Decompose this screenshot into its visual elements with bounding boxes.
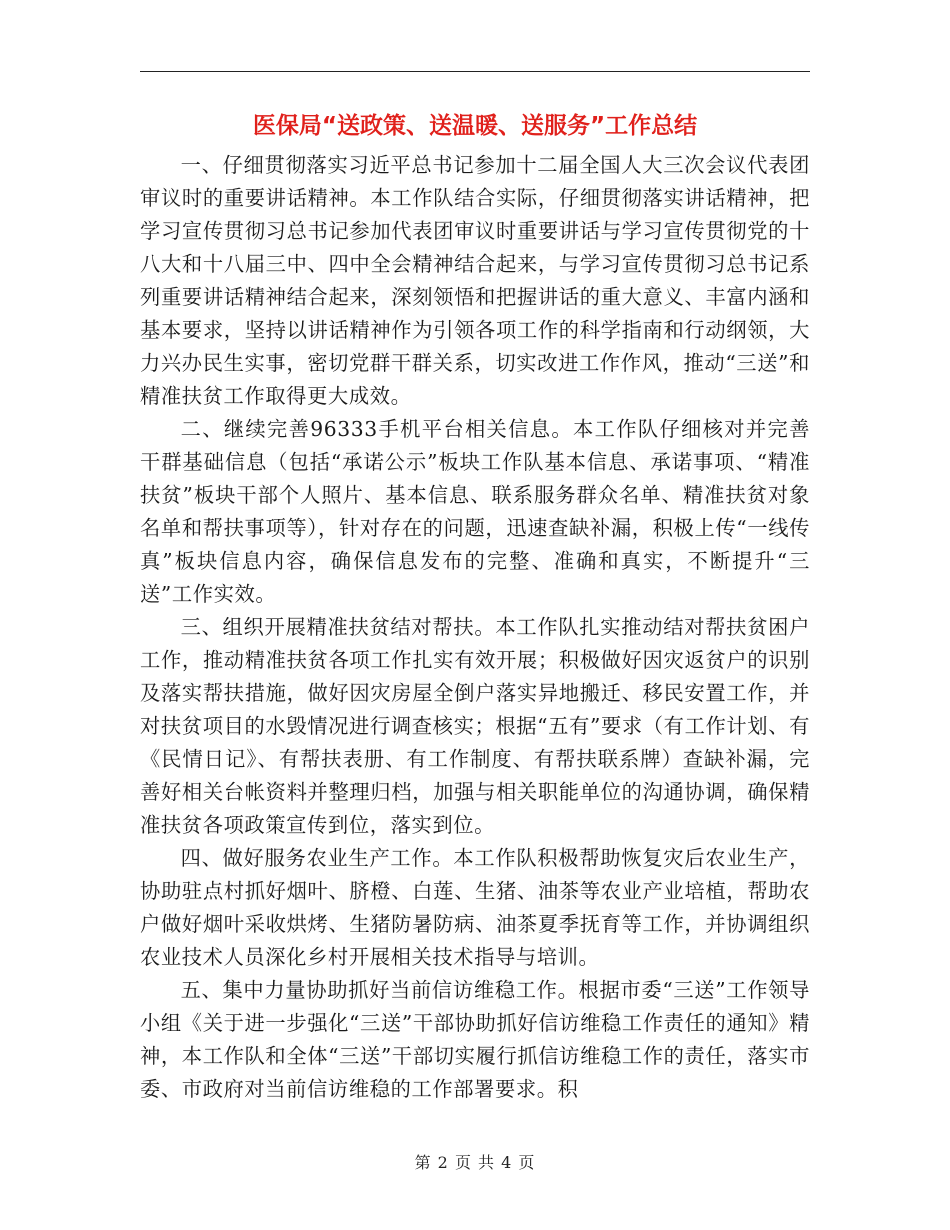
paragraph-2: 二、继续完善96333手机平台相关信息。本工作队仔细核对并完善干群基础信息（包括“承诺公示”板块工作队基本信息、承诺事项、“精准扶贫”板块干部个人照片、基本信息、联系服务群众名单、精准扶贫对象名单和帮扶事项等），针对存在的问题，迅速查缺补漏，积极上传“一线传真”板块信息内容，确保信息发布的完整、准确和真实，不断提升“三送”工作实效。	[140, 417, 810, 606]
document-title: 医保局“送政策、送温暖、送服务”工作总结	[252, 113, 698, 139]
paragraph-3: 三、组织开展精准扶贫结对帮扶。本工作队扎实推动结对帮扶贫困户工作，推动精准扶贫各项工作扎实有效开展；积极做好因灾返贫户的识别及落实帮扶措施，做好因灾房屋全倒户落实异地搬迁、移民安置工作，并对扶贫项目的水毁情况进行调查核实；根据“五有”要求（有工作计划、有《民情日记》、有帮扶表册、有工作制度、有帮扶联系牌）查缺补漏，完善好相关台帐资料并整理归档，加强与相关职能单位的沟通协调，确保精准扶贫各项政策宣传到位，落实到位。	[140, 615, 810, 837]
paragraph-4: 四、做好服务农业生产工作。本工作队积极帮助恢复灾后农业生产，协助驻点村抓好烟叶、脐橙、白莲、生猪、油茶等农业产业培植，帮助农户做好烟叶采收烘烤、生猪防暑防病、油茶夏季抚育等工作，并协调组织农业技术人员深化乡村开展相关技术指导与培训。	[140, 846, 810, 969]
paragraph-1: 一、仔细贯彻落实习近平总书记参加十二届全国人大三次会议代表团审议时的重要讲话精神。本工作队结合实际，仔细贯彻落实讲话精神，把学习宣传贯彻习总书记参加代表团审议时重要讲话与学习宣传贯彻党的十八大和十八届三中、四中全会精神结合起来，与学习宣传贯彻习总书记系列重要讲话精神结合起来，深刻领悟和把握讲话的重大意义、丰富内涵和基本要求，坚持以讲话精神作为引领各项工作的科学指南和行动纲领，大力兴办民生实事，密切党群干群关系，切实改进工作作风，推动“三送”和精准扶贫工作取得更大成效。	[140, 153, 810, 408]
page-footer: 第 2 页 共 4 页	[414, 1153, 536, 1172]
document-body	[140, 149, 810, 1106]
header-rule	[140, 71, 810, 72]
paragraph-5: 五、集中力量协助抓好当前信访维稳工作。根据市委“三送”工作领导小组《关于进一步强化“三送”干部协助抓好信访维稳工作责任的通知》精神，本工作队和全体“三送”干部切实履行抓信访维稳工作的责任，落实市委、市政府对当前信访维稳的工作部署要求。积	[140, 978, 810, 1101]
